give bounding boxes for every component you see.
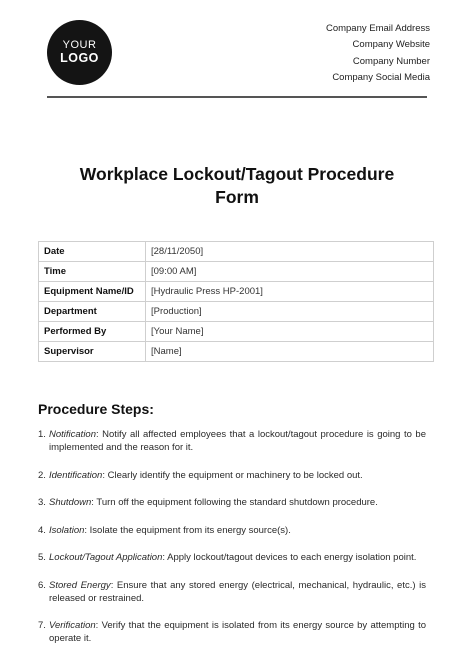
page-title-line1: Workplace Lockout/Tagout Procedure (79, 164, 395, 184)
step-number: 5. (38, 552, 46, 563)
step-text: : Turn off the equipment following the standard shutdown procedure. (91, 497, 378, 508)
step-number: 3. (38, 497, 46, 508)
performed-by-label: Performed By (39, 322, 146, 342)
performed-by-value[interactable]: [Your Name] (146, 322, 434, 342)
step-text: : Verify that the equipment is isolated from its energy source by attempting to operate it. (49, 620, 426, 644)
list-item (38, 496, 426, 509)
supervisor-value[interactable]: [Name] (146, 342, 434, 362)
step-term: Verification (49, 620, 96, 631)
step-number: 2. (38, 469, 46, 481)
procedure-steps-list (38, 428, 426, 660)
company-logo (47, 20, 112, 85)
step-term: Lockout/Tagout Application (49, 552, 163, 563)
table-row (39, 242, 434, 262)
company-number: Company Number (352, 55, 430, 67)
list-item (38, 619, 426, 645)
time-label: Time (39, 262, 146, 282)
company-social-media: Company Social Media (332, 71, 430, 83)
company-website: Company Website (352, 39, 430, 51)
step-number: 1. (38, 429, 46, 440)
header-divider (47, 96, 427, 98)
equipment-label: Equipment Name/ID (39, 282, 146, 302)
step-number: 7. (38, 620, 46, 631)
page-title (40, 163, 434, 209)
table-row (39, 282, 434, 302)
list-item (38, 551, 426, 564)
table-row (39, 322, 434, 342)
step-term: Isolation (49, 524, 85, 536)
step-term: Stored Energy (49, 579, 111, 591)
step-number: 4. (38, 524, 46, 536)
step-term: Identification (49, 469, 103, 481)
list-item (38, 579, 426, 605)
table-row (39, 262, 434, 282)
step-term: Notification (49, 429, 96, 440)
department-value[interactable]: [Production] (146, 302, 434, 322)
procedure-steps-heading: Procedure Steps: (38, 401, 154, 417)
company-info (326, 21, 430, 86)
table-row (39, 342, 434, 362)
department-label: Department (39, 302, 146, 322)
step-term: Shutdown (49, 497, 92, 508)
step-text: : Clearly identify the equipment or machinery to be locked out. (102, 469, 363, 481)
list-item (38, 469, 426, 482)
step-number: 6. (38, 579, 46, 591)
logo-text-line1: YOUR (62, 39, 97, 52)
equipment-value[interactable]: [Hydraulic Press HP-2001] (146, 282, 434, 302)
info-table (38, 241, 434, 362)
supervisor-label: Supervisor (39, 342, 146, 362)
step-text: : Apply lockout/tagout devices to each energy isolation point. (162, 552, 417, 563)
list-item (38, 524, 426, 537)
date-value[interactable]: [28/11/2050] (146, 242, 434, 262)
page-title-line2: Form (215, 187, 259, 207)
company-email: Company Email Address (325, 23, 430, 34)
time-value[interactable]: [09:00 AM] (146, 262, 434, 282)
step-text: : Isolate the equipment from its energy source(s). (84, 524, 291, 536)
logo-text-line2: LOGO (60, 50, 99, 65)
step-text: : Ensure that any stored energy (electrical, mechanical, hydraulic, etc.) is released or restrained. (49, 579, 426, 604)
date-label: Date (39, 242, 146, 262)
step-text: : Notify all affected employees that a lockout/tagout procedure is going to be implemented and the reason for it. (49, 429, 426, 453)
list-item (38, 428, 426, 454)
table-row (39, 302, 434, 322)
